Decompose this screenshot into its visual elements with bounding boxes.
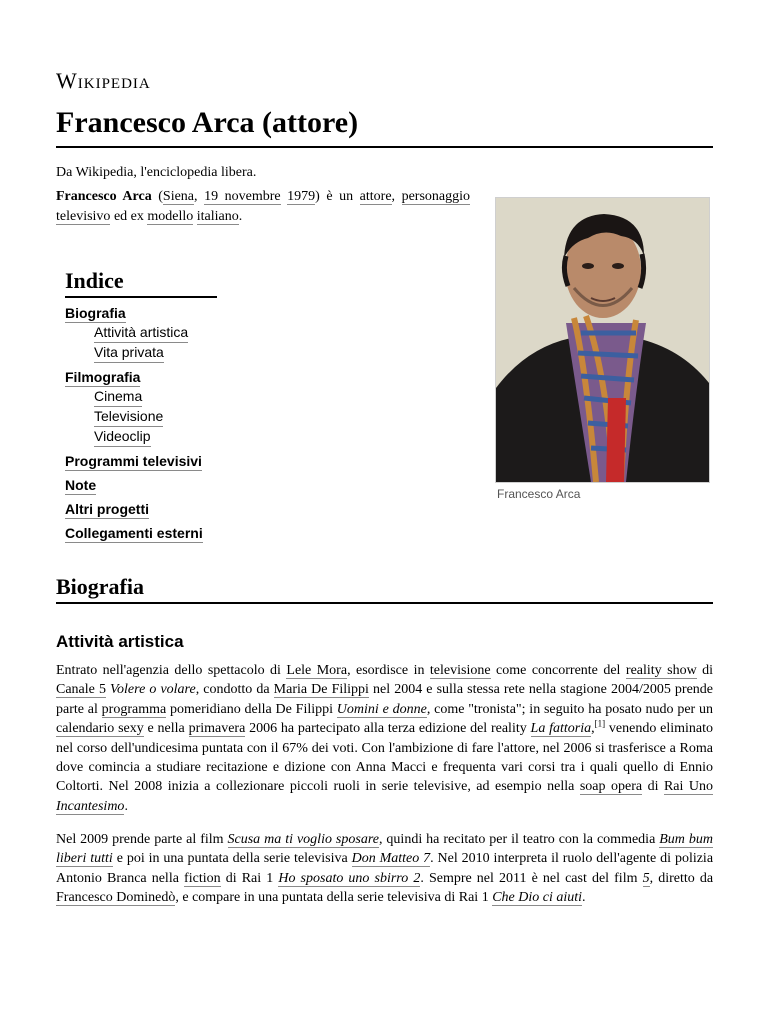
paragraph-2 xyxy=(56,830,713,908)
link-birth-year[interactable]: 1979 xyxy=(287,189,316,204)
link-don-matteo-7[interactable] xyxy=(352,851,431,867)
link-uomini-e-donne[interactable] xyxy=(337,702,427,718)
text: ( xyxy=(158,189,163,204)
link-modello[interactable]: modello xyxy=(147,208,194,224)
toc-item-programmi-televisivi[interactable]: Programmi televisivi xyxy=(65,453,202,469)
text: Uomini e donne xyxy=(336,701,427,717)
link-calendario-sexy[interactable]: calendario sexy xyxy=(56,721,144,737)
text: , condotto da xyxy=(195,682,270,698)
text: , e compare in una puntata della serie televisiva di Rai 1 xyxy=(175,890,489,906)
link-birth-date[interactable]: 19 novembre xyxy=(204,189,281,204)
link-lele-mora[interactable]: Lele Mora xyxy=(286,663,348,678)
text: , esordisce in xyxy=(347,663,425,678)
text: come concorrente del xyxy=(496,663,621,678)
toc-title: Indice xyxy=(65,268,217,298)
table-of-contents xyxy=(65,268,217,548)
text: Don Matteo 7 xyxy=(351,851,431,867)
text: Incantesimo xyxy=(56,798,125,814)
text: di Rai 1 xyxy=(225,870,274,886)
toc-item-vita-privata[interactable]: Vita privata xyxy=(94,342,164,363)
page-title: Francesco Arca (attore) xyxy=(56,104,713,148)
text: , quindi ha recitato per il teatro con la commedia xyxy=(378,832,656,847)
text: e nella xyxy=(147,721,185,737)
link-personaggio-televisivo[interactable]: personaggio televisivo xyxy=(56,189,471,224)
text: e poi in una puntata della serie televisiva xyxy=(116,851,348,867)
link-reality-show[interactable]: reality show xyxy=(625,663,697,678)
toc-item-filmografia[interactable]: Filmografia xyxy=(65,369,141,385)
link-rai-uno[interactable]: Rai Uno xyxy=(663,779,713,795)
text: . Sempre nel 2011 è nel cast del film xyxy=(420,870,638,886)
subject-name: Francesco Arca xyxy=(56,189,152,204)
text: , xyxy=(391,189,396,204)
link-primavera[interactable]: primavera xyxy=(188,721,246,737)
text: Scusa ma ti voglio sposare xyxy=(227,832,379,847)
text: . Nel 2010 interpreta il ruolo dell'agente di polizia Antonio Branca nella xyxy=(56,851,714,886)
text: ) è un xyxy=(315,189,354,204)
portrait-photo[interactable] xyxy=(495,197,710,483)
link-canale-5[interactable]: Canale 5 xyxy=(56,682,106,698)
section-heading-biografia: Biografia xyxy=(56,574,713,604)
text: . xyxy=(582,890,586,906)
reference-1[interactable]: [1] xyxy=(594,718,606,729)
infobox xyxy=(495,197,710,501)
text: La fattoria xyxy=(530,721,592,737)
text: , diretto da xyxy=(649,870,714,886)
link-televisione[interactable]: televisione xyxy=(429,663,491,678)
link-maria-de-filippi[interactable]: Maria De Filippi xyxy=(273,682,369,698)
title-volere-o-volare: Volere o volare xyxy=(110,682,196,698)
link-francesco-dominedo[interactable]: Francesco Dominedò xyxy=(56,890,176,906)
text: 5 xyxy=(642,870,650,886)
link-la-fattoria[interactable] xyxy=(531,721,592,737)
toc-item-altri-progetti[interactable]: Altri progetti xyxy=(65,501,149,517)
text: di xyxy=(647,779,659,795)
text: Bum bum liberi tutti xyxy=(56,832,713,867)
subsection-heading-attivita-artistica: Attività artistica xyxy=(56,632,184,651)
text: venendo eliminato nel corso dell'undicesima puntata con il 67% dei voti. Con l'ambizione di fare l'attore, nel 2006 si trasferisce a Roma dove comincia a studiare recitazione e dizione con Anna Macci e frequenta vari corsi tra i quali quello di Ennio Coltorti. Nel 2008 inizia a collezionare piccoli ruoli in serie televisive, ad esempio nella xyxy=(56,721,714,795)
text: ed ex xyxy=(113,208,144,224)
text: Entrato nell'agenzia dello spettacolo di xyxy=(56,663,281,678)
text: , come "tronista"; in seguito ha posato nudo per un xyxy=(426,701,714,717)
text: nel 2004 e sulla stessa rete nella stagione 2004/2005 prende parte al xyxy=(56,682,714,717)
link-che-dio-ci-aiuti[interactable] xyxy=(492,890,582,906)
text: Ho sposato uno sbirro 2 xyxy=(278,870,421,886)
text: Nel 2009 prende parte al film xyxy=(56,832,224,847)
text: di xyxy=(702,663,714,678)
link-soap-opera[interactable]: soap opera xyxy=(579,779,643,795)
toc-item-attivita-artistica[interactable]: Attività artistica xyxy=(94,322,188,343)
link-italiano[interactable]: italiano xyxy=(196,208,239,224)
tagline: Da Wikipedia, l'enciclopedia libera. xyxy=(56,165,257,180)
text: 2006 ha partecipato alla terza edizione del reality xyxy=(249,721,527,737)
toc-item-note[interactable]: Note xyxy=(65,477,97,493)
text: pomeridiano della De Filippi xyxy=(170,701,333,717)
text: , xyxy=(194,189,198,204)
link-scusa-ma-ti-voglio-sposare[interactable] xyxy=(228,832,379,848)
link-fiction[interactable]: fiction xyxy=(184,870,221,886)
toc-item-biografia[interactable]: Biografia xyxy=(65,305,126,321)
text: . xyxy=(124,798,128,814)
toc-item-videoclip[interactable]: Videoclip xyxy=(94,426,151,447)
portrait-illustration xyxy=(496,198,709,482)
toc-item-televisione[interactable]: Televisione xyxy=(94,406,163,427)
link-attore[interactable]: attore xyxy=(359,189,392,204)
image-caption: Francesco Arca xyxy=(497,487,581,501)
link-film-5[interactable] xyxy=(643,871,650,887)
text: Che Dio ci aiuti xyxy=(492,890,583,906)
text: . xyxy=(238,208,243,224)
toc-item-cinema[interactable]: Cinema xyxy=(94,386,142,407)
wikipedia-wordmark[interactable]: Wikipedia xyxy=(56,68,151,93)
paragraph-1 xyxy=(56,661,713,816)
link-incantesimo[interactable] xyxy=(56,799,124,815)
toc-item-collegamenti-esterni[interactable]: Collegamenti esterni xyxy=(65,525,203,541)
link-ho-sposato-uno-sbirro-2[interactable] xyxy=(278,871,420,887)
link-programma[interactable]: programma xyxy=(101,701,167,717)
link-siena[interactable]: Siena xyxy=(162,189,195,204)
lead-paragraph xyxy=(56,187,470,226)
text: , xyxy=(591,721,595,737)
